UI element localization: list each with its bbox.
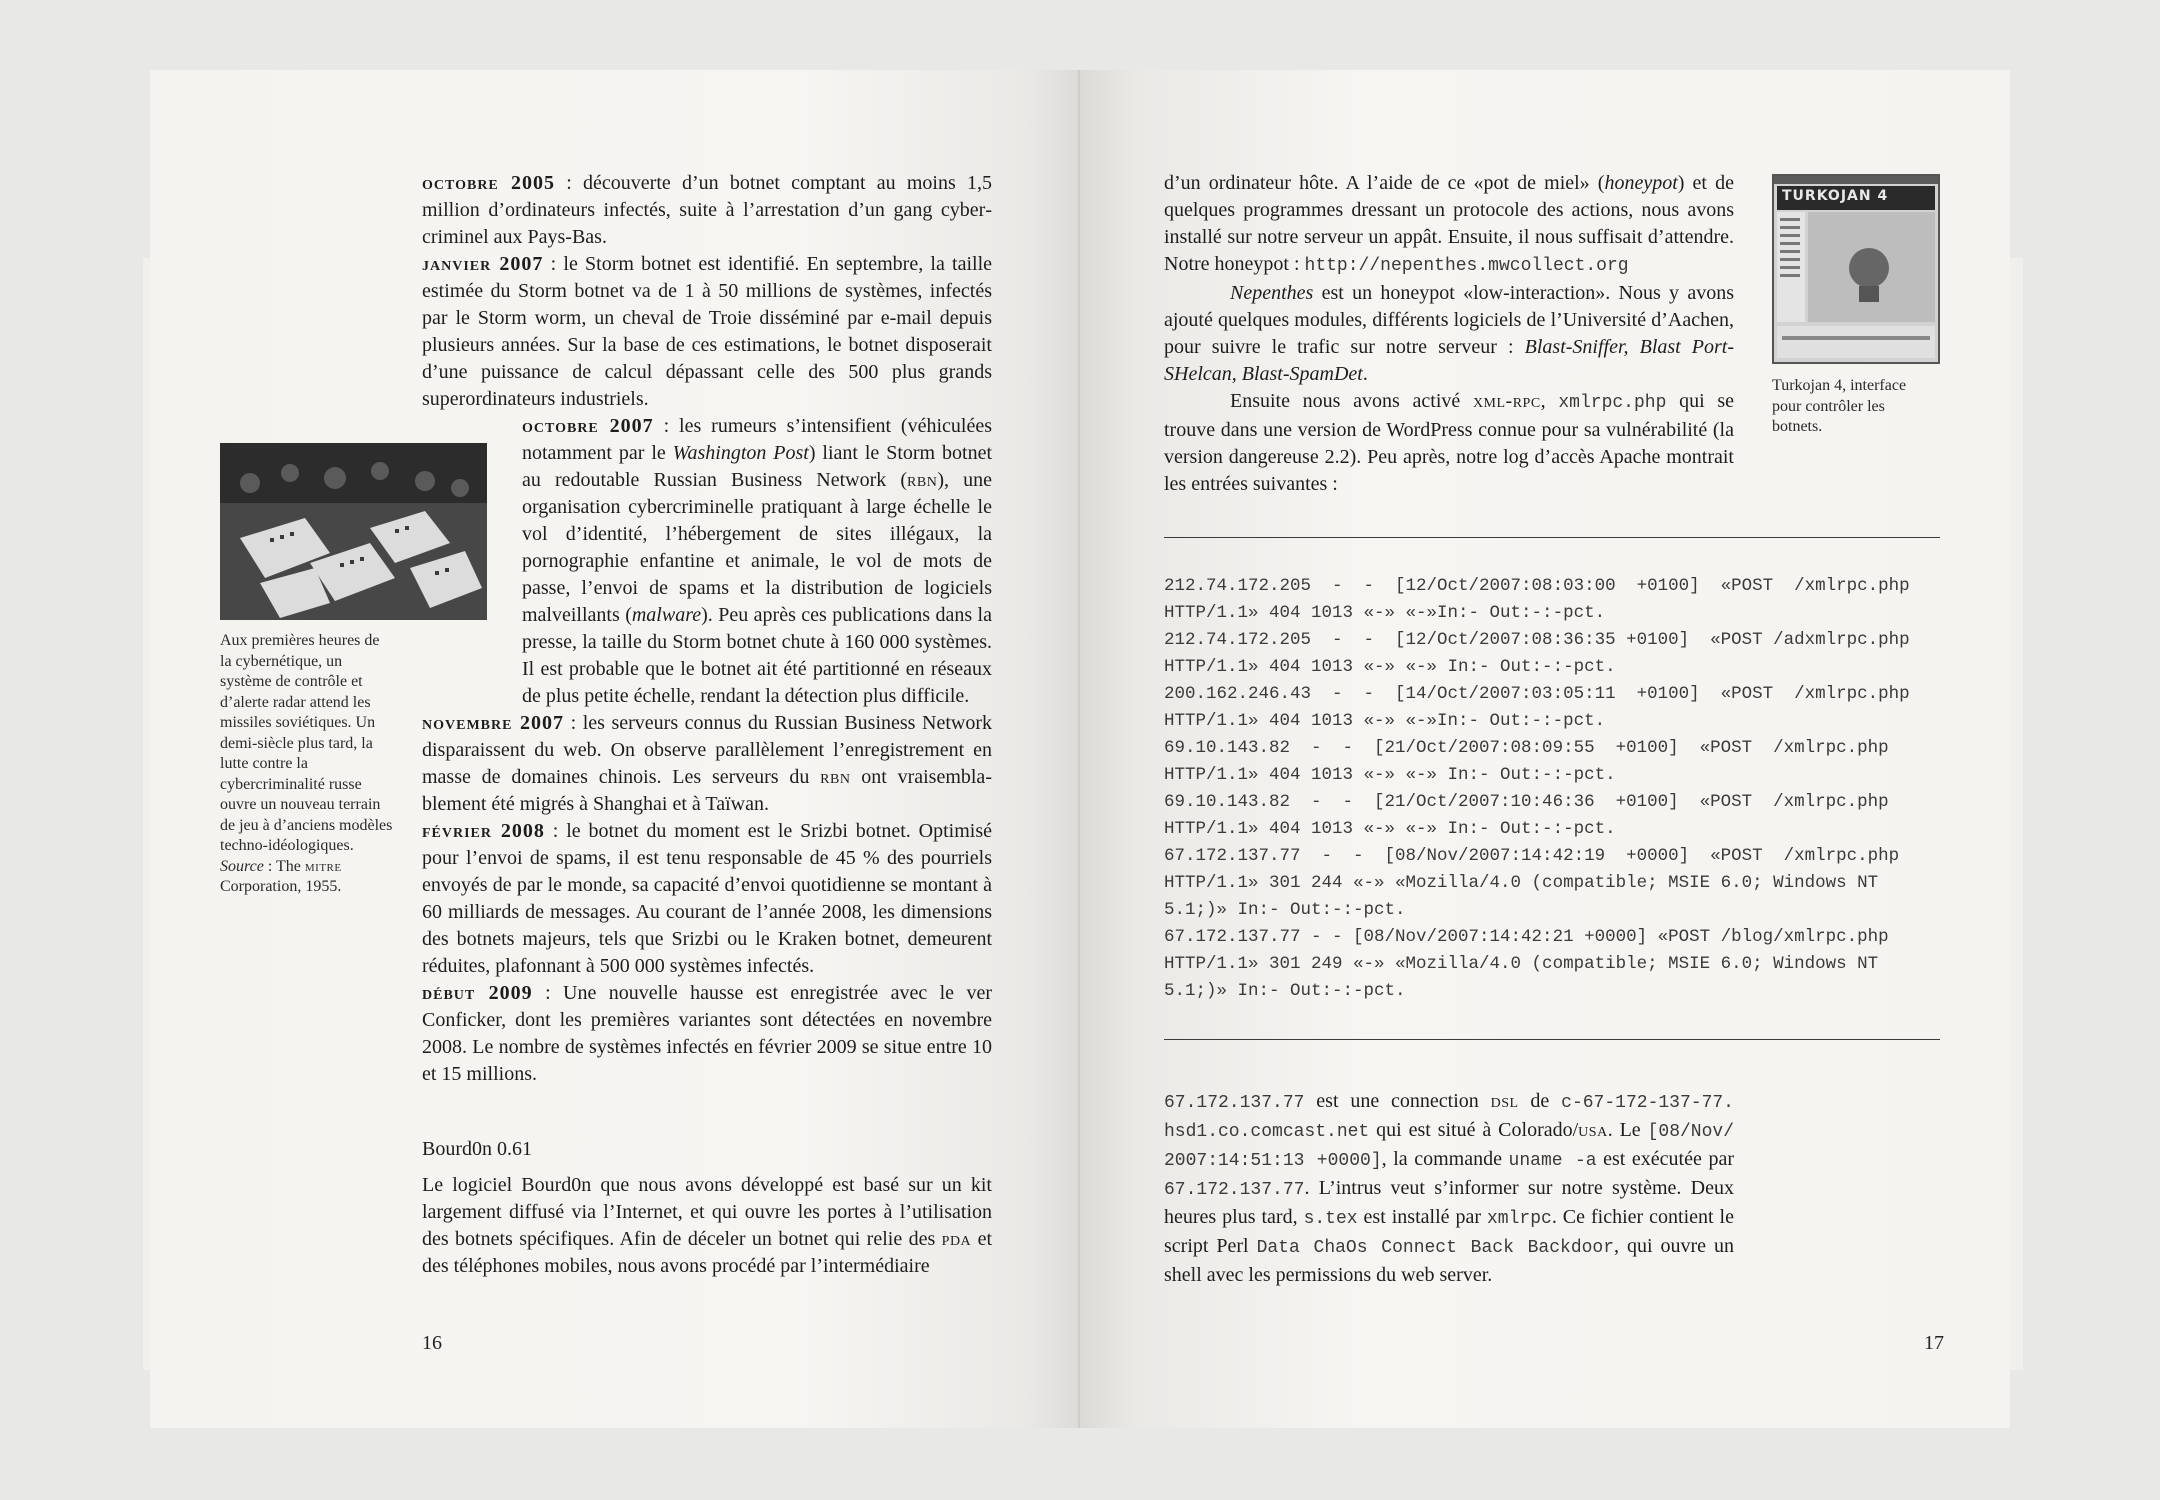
entry-date: octobre 2007 (522, 415, 654, 437)
timeline-oct2007 (522, 413, 992, 710)
log-line: HTTP/1.1» 404 1013 «-» «-» In:- Out:-:-pct. (1164, 819, 1616, 839)
log-line: HTTP/1.1» 404 1013 «-» «-» In:- Out:-:-pct. (1164, 765, 1616, 785)
section-paragraph (422, 1172, 992, 1280)
paragraph-text: d’un ordinateur hôte. A l’aide de ce «pot de miel» ( (1164, 172, 1605, 194)
log-line: 67.172.137.77 - - [08/Nov/2007:14:42:19 +0000] «POST /xmlrpc.php (1164, 846, 1900, 866)
source-text: : The (263, 857, 305, 875)
log-line: 200.162.246.43 - - [14/Oct/2007:03:05:11 +0100] «POST /xmlrpc.php (1164, 684, 1910, 704)
log-line: HTTP/1.1» 301 249 «-» «Mozilla/4.0 (compatible; MSIE 6.0; Windows NT (1164, 954, 1879, 974)
source-text-end: Corporation, 1955. (220, 878, 342, 895)
entry-text: ) liant le Storm botnet au redoutable Russian Business Network ( (522, 442, 993, 491)
hostname-2: hsd1.co.comcast.net (1164, 1122, 1370, 1142)
source-org: mitre (304, 857, 342, 875)
turkojan-screenshot (1772, 174, 1940, 364)
paragraph-text: qui se trouve dans une version de WordPress connue pour sa vulnérabilité (la version dangereuse 2.2). Peu après, notre log d’accès Apache montrait les entrées suivantes : (1164, 390, 1735, 495)
page-number-right: 17 (1924, 1332, 1944, 1354)
screenshot-caption: Turkojan 4, interface pour contrôler les botnets. (1772, 377, 1907, 435)
timeline-entry (422, 251, 992, 413)
cybernetics-photo (220, 443, 487, 620)
timeline-entry (422, 170, 992, 251)
entry-date: février 2008 (422, 820, 545, 842)
paragraph-text: est exécutée par (1596, 1148, 1734, 1170)
abbr-xmlrpc: xml-rpc (1472, 390, 1541, 412)
paragraph-text: , qui ouvre un shell avec les permissions du web server. (1164, 1235, 1735, 1286)
photo-caption (220, 631, 395, 898)
entry-sep: : (532, 982, 564, 1004)
log-line: HTTP/1.1» 301 244 «-» «Mozilla/4.0 (compatible; MSIE 6.0; Windows NT (1164, 873, 1879, 893)
entry-text: les rumeurs s’intensifient (véhiculées notamment par le (522, 415, 992, 464)
entry-sep: : (653, 415, 680, 437)
book-spread (150, 70, 2010, 1428)
paragraph-text: . Le (1607, 1119, 1648, 1141)
entry-text-italic: malware (631, 604, 702, 626)
log-line: 5.1;)» In:- Out:-:-pct. (1164, 981, 1406, 1001)
access-log (1164, 573, 1940, 1005)
file-name: xmlrpc (1487, 1209, 1552, 1229)
paragraph-text: . Ce fichier contient le script Perl (1164, 1206, 1734, 1257)
log-line: HTTP/1.1» 404 1013 «-» «-»In:- Out:-:-pct. (1164, 711, 1606, 731)
entry-text: le Storm botnet est identifié. En septembre, la taille estimée du Storm botnet va de 1 à 50 millions de systèmes, infectés par le Storm worm, un cheval de Troie disséminé par e-mail depuis plusieurs années. Sur la base de ces estimations, le botnet disposerait d’une puissance de calcul dépassant celle des 500 plus grands superordinateurs industriels. (422, 253, 993, 410)
entry-sep: : (555, 172, 584, 194)
page-number-left: 16 (422, 1332, 442, 1354)
abbr-rbn: rbn (820, 766, 851, 788)
timeline-top (422, 170, 992, 413)
log-line: 212.74.172.205 - - [12/Oct/2007:08:03:00 +0100] «POST /xmlrpc.php (1164, 576, 1910, 596)
paragraph-text: de (1518, 1090, 1562, 1112)
paragraph-text: est un honeypot «low-interaction». Nous y avons ajouté quelques modules, différents logiciels de l’Université d’Aachen, pour suivre le trafic sur notre serveur : (1164, 282, 1734, 358)
entry-text: les serveurs connus du Russian Business Network disparaissent du web. On observe parallèlement l’enregistrement en masse de domaines chinois. Les serveurs du (422, 712, 992, 788)
screenshot-title: TURKOJAN 4 (1782, 188, 1889, 204)
paragraph-text: et des téléphones mobiles, nous avons procédé par l’intermédiaire (422, 1228, 993, 1277)
entry-date: janvier 2007 (422, 253, 544, 275)
entry-text: ). Peu après ces publications dans la presse, la taille du Storm botnet chute à 160 000 systèmes. Il est probable que le botnet ait été partitionné en réseaux de plus petite échelle, rendant la détection plus difficile. (522, 604, 992, 707)
entry-date: début 2009 (422, 982, 533, 1004)
abbr-dsl: dsl (1490, 1090, 1519, 1112)
paragraph-text: est installé par (1357, 1206, 1487, 1228)
entry-sep: : (543, 253, 564, 275)
log-line: 67.172.137.77 - - [08/Nov/2007:14:42:21 +0000] «POST /blog/xmlrpc.php (1164, 927, 1889, 947)
paragraph-text: Ensuite nous avons activé (1230, 390, 1473, 412)
timeline-bottom (422, 710, 992, 1088)
log-line: HTTP/1.1» 404 1013 «-» «-»In:- Out:-:-pct. (1164, 603, 1606, 623)
radar-room-photo (220, 443, 487, 620)
right-page (1080, 70, 2010, 1428)
entry-text: le botnet du moment est le Srizbi botnet. Optimisé pour l’envoi de spams, il est tenu responsable de 45 % des pourriels envoyés de par le monde, sa capacité d’envoi quotidienne se montant à 60 milliards de messages. Au courant de l’année 2008, les dimensions des botnets majeurs, tels que Srizbi ou le Kraken botnet, demeurent réduites, plafonnant à 500 000 systèmes infectés. (422, 820, 992, 977)
paragraph-text: Le logiciel Bourd0n que nous avons développé est basé sur un kit largement diffusé via l’Internet, et qui ouvre les portes à l’utilisation des botnets spécifiques. Afin de déceler un botnet qui relie des (422, 1174, 992, 1250)
source-label: Source (220, 857, 264, 875)
ip-address: 67.172.137.77 (1164, 1093, 1305, 1113)
entry-text: ), une organisation cybercriminelle pratiquant à large échelle le vol d’identité, l’hébergement de sites illégaux, la pornographie enfantine et animale, le vol de mots de passe, l’envoi de spams et la distribution de logiciels malveillants ( (522, 469, 992, 626)
paragraph-text: est une connection (1304, 1090, 1491, 1112)
paragraph-italic: honeypot (1604, 172, 1678, 194)
after-paragraph (1164, 1088, 1734, 1289)
tools-list: Blast-Sniffer, Blast Port-SHelcan, Blast-SpamDet (1164, 336, 1735, 385)
log-rule-top (1164, 537, 1940, 538)
section-heading: Bourd0n 0.61 (422, 1138, 532, 1160)
entry-text: Une nouvelle hausse est enregistrée avec le ver Conficker, dont les premières variantes sont détectées en novembre 2008. Le nombre de systèmes infectés en février 2009 se situe entre 10 et 15 millions. (422, 982, 992, 1085)
ip-address: 67.172.137.77 (1164, 1180, 1305, 1200)
photo-caption-text: Aux premières heures de la cybernétique, un système de contrôle et d’alerte radar attend les missiles soviétiques. Un demi-siècle plus tard, la lutte contre la cybercriminalité russe ouvre un nouveau terrain de jeu à d’anciens modèles techno-idéologiques. (220, 632, 393, 854)
log-line: 212.74.172.205 - - [12/Oct/2007:08:36:35 +0100] «POST /adxmlrpc.php (1164, 630, 1910, 650)
paragraph-text: . L’intrus veut s’informer sur notre système. Deux heures plus tard, (1164, 1177, 1734, 1228)
paragraph-text: . (1362, 363, 1368, 385)
file-name: s.tex (1303, 1209, 1358, 1229)
left-page (150, 70, 1080, 1428)
abbr-usa: usa (1578, 1119, 1608, 1141)
log-line: 69.10.143.82 - - [21/Oct/2007:10:46:36 +0100] «POST /xmlrpc.php (1164, 792, 1889, 812)
paragraph-text: , la commande (1381, 1148, 1509, 1170)
command: uname -a (1508, 1151, 1597, 1171)
entry-date: novembre 2007 (422, 712, 565, 734)
abbr-pda: pda (941, 1228, 972, 1250)
file-name: xmlrpc.php (1558, 393, 1667, 413)
entry-text: découverte d’un botnet comptant au moins 1,5 million d’ordinateurs infectés, suite à l’arrestation d’un gang cybercriminel aux Pays-Bas. (422, 172, 992, 248)
paragraph-text: qui est situé à Colorado/ (1369, 1119, 1579, 1141)
log-date: [08/Nov/ 2007:14:51:13 +0000] (1164, 1122, 1735, 1171)
honeypot-url: http://nepenthes.mwcollect.org (1304, 256, 1629, 276)
log-rule-bottom (1164, 1039, 1940, 1040)
log-line: 5.1;)» In:- Out:-:-pct. (1164, 900, 1406, 920)
entry-text: ont vraisemblablement été migrés à Shanghai et à Taïwan. (422, 766, 992, 815)
entry-sep: : (564, 712, 583, 734)
abbr-rbn: rbn (907, 469, 938, 491)
intro-paragraph (1164, 170, 1734, 498)
log-line: HTTP/1.1» 404 1013 «-» «-» In:- Out:-:-pct. (1164, 657, 1616, 677)
entry-sep: : (544, 820, 567, 842)
script-name: Data ChaOs Connect Back Backdoor (1256, 1238, 1615, 1258)
paragraph-text: , (1540, 390, 1559, 412)
nepenthes-name: Nepenthes (1230, 282, 1314, 304)
paragraph-text: ) et de quelques programmes dressant un protocole des actions, nous avons installé sur notre serveur un appât. Ensuite, il nous suffisait d’attendre. Notre honeypot : (1164, 172, 1734, 275)
log-line: 69.10.143.82 - - [21/Oct/2007:08:09:55 +0100] «POST /xmlrpc.php (1164, 738, 1889, 758)
entry-text-italic: Washington Post (672, 442, 809, 464)
hostname: c-67-172-137-77. (1561, 1093, 1734, 1113)
entry-date: octobre 2005 (422, 172, 555, 194)
